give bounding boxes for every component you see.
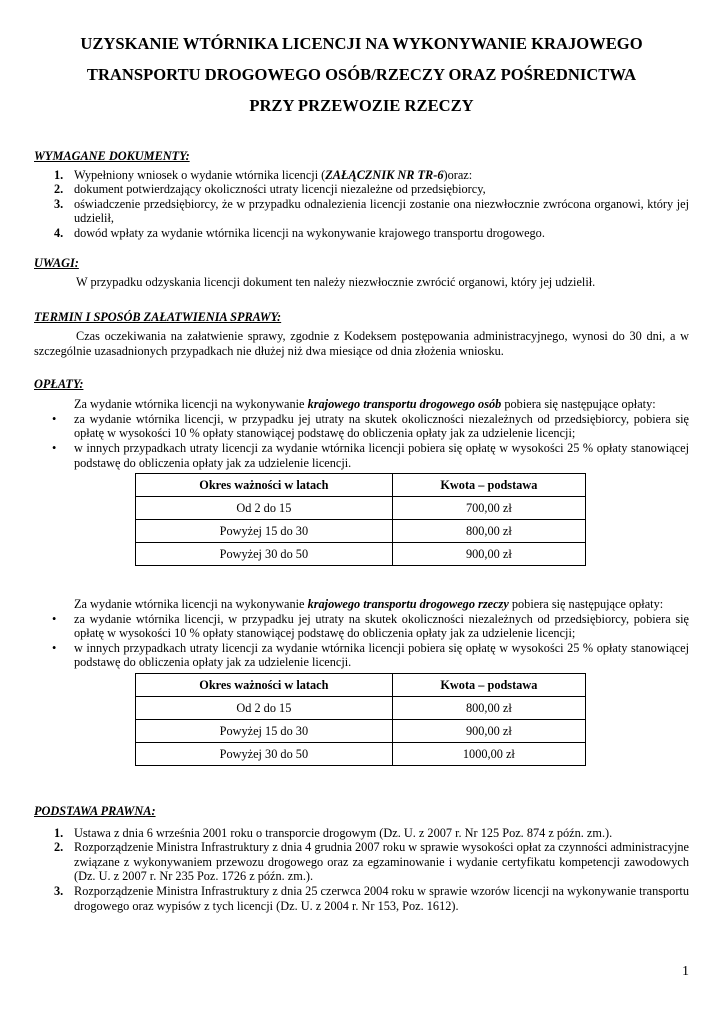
- list-number: 1.: [54, 167, 64, 182]
- list-number: 2.: [54, 840, 64, 855]
- amount-cell: 800,00 zł: [392, 520, 585, 543]
- fee-table-persons: [135, 473, 586, 566]
- period-cell: Od 2 do 15: [136, 697, 393, 720]
- table-header-row: [136, 674, 586, 697]
- notes-text: W przypadku odzyskania licencji dokument ten należy niezwłocznie zwrócić organowi, który jej udzielił.: [76, 275, 596, 290]
- fees-section: [34, 377, 689, 767]
- amount-cell: 900,00 zł: [392, 543, 585, 566]
- legal-basis-heading: PODSTAWA PRAWNA:: [34, 804, 156, 819]
- table-row: [136, 743, 586, 766]
- fees-persons-block: [34, 397, 689, 566]
- period-cell: Powyżej 30 do 50: [136, 743, 393, 766]
- list-item: [34, 884, 689, 913]
- column-header-period: Okres ważności w latach: [136, 674, 393, 697]
- deadline-text: Czas oczekiwania na załatwienie sprawy, zgodnie z Kodeksem postępowania administracyjnego, wynosi do 30 dni, a w szczególnie uzasadnionych przypadkach nie dłużej niż dwa miesiące od dnia złożenia wniosku.: [34, 329, 689, 358]
- list-text: Ustawa z dnia 6 września 2001 roku o transporcie drogowym (Dz. U. z 2007 r. Nr 125 Poz. 874 z późn. zm.).: [74, 825, 613, 840]
- list-text: w innych przypadkach utraty licencji za wydanie wtórnika licencji pobiera się opłatę w wysokości 25 % opłaty stanowiącej podstawę do obliczenia opłaty jak za udzielenie licencji.: [74, 640, 689, 670]
- column-header-period: Okres ważności w latach: [136, 474, 393, 497]
- period-cell: Powyżej 30 do 50: [136, 543, 393, 566]
- fees-bullets: [34, 412, 689, 470]
- amount-cell: 1000,00 zł: [392, 743, 585, 766]
- list-number: 4.: [54, 225, 64, 240]
- amount-cell: 700,00 zł: [392, 497, 585, 520]
- list-number: 1.: [54, 825, 64, 840]
- list-text: oświadczenie przedsiębiorcy, że w przypadku odnalezienia licencji zostanie ona niezwłocznie zwrócona organowi, który jej udzielił,: [74, 196, 689, 226]
- transport-type: krajowego transportu drogowego rzeczy: [307, 597, 509, 612]
- fees-intro: [34, 397, 689, 412]
- required-documents-section: [34, 149, 689, 241]
- title-line-2: TRANSPORTU DROGOWEGO OSÓB/RZECZY ORAZ POŚREDNICTWA: [86, 65, 637, 84]
- legal-basis-section: [34, 804, 689, 913]
- amount-cell: 900,00 zł: [392, 720, 585, 743]
- deadline-section: [34, 310, 689, 359]
- fees-bullets: [34, 612, 689, 670]
- fee-table-goods: [135, 673, 586, 766]
- bullet-icon: •: [52, 640, 57, 655]
- table-row: [136, 720, 586, 743]
- list-number: 2.: [54, 182, 64, 197]
- list-text: dowód wpłaty za wydanie wtórnika licencji na wykonywanie krajowego transportu drogowego.: [74, 225, 545, 240]
- list-item: [34, 441, 689, 470]
- list-item: [34, 641, 689, 670]
- list-text: Wypełniony wniosek o wydanie wtórnika licencji (: [74, 167, 326, 182]
- table-header-row: [136, 474, 586, 497]
- page-number: 1: [682, 964, 689, 979]
- bullet-icon: •: [52, 611, 57, 626]
- fees-intro-text: Za wydanie wtórnika licencji na wykonywanie: [74, 397, 308, 412]
- notes-section: [34, 256, 689, 290]
- fees-intro-text: pobiera się następujące opłaty:: [508, 597, 664, 612]
- legal-basis-list: [34, 826, 689, 914]
- list-text: dokument potwierdzający okoliczności utraty licencji niezależne od przedsiębiorcy,: [74, 182, 486, 197]
- list-item: [34, 168, 689, 183]
- title-line-3: PRZY PRZEWOZIE RZECZY: [249, 96, 474, 115]
- transport-type: krajowego transportu drogowego osób: [307, 397, 502, 412]
- list-item: [34, 226, 689, 241]
- document-title: [34, 28, 689, 121]
- table-row: [136, 543, 586, 566]
- table-row: [136, 497, 586, 520]
- list-text: za wydanie wtórnika licencji, w przypadku jej utraty na skutek okoliczności niezależnych od przedsiębiorcy, pobiera się opłatę w wysokości 10 % opłaty stanowiącej podstawę do obliczenia opłaty jak za udzielenie licencji;: [74, 411, 689, 441]
- required-documents-heading: WYMAGANE DOKUMENTY:: [34, 149, 190, 163]
- list-text: w innych przypadkach utraty licencji za wydanie wtórnika licencji pobiera się opłatę w wysokości 25 % opłaty stanowiącej podstawę do obliczenia opłaty jak za udzielenie licencji.: [74, 440, 689, 470]
- attachment-reference: ZAŁĄCZNIK NR TR-6: [325, 167, 444, 182]
- list-item: [34, 197, 689, 226]
- column-header-amount: Kwota – podstawa: [392, 674, 585, 697]
- period-cell: Powyżej 15 do 30: [136, 720, 393, 743]
- table-row: [136, 697, 586, 720]
- list-text: Rozporządzenie Ministra Infrastruktury z dnia 25 czerwca 2004 roku w sprawie wzorów licencji na wykonywanie transportu drogowego oraz wypisów z tych licencji (Dz. U. z 2004 r. Nr 153, Poz. 1612).: [74, 884, 689, 913]
- amount-cell: 800,00 zł: [392, 697, 585, 720]
- column-header-amount: Kwota – podstawa: [392, 474, 585, 497]
- period-cell: Powyżej 15 do 30: [136, 520, 393, 543]
- list-text: Rozporządzenie Ministra Infrastruktury z dnia 4 grudnia 2007 roku w sprawie wysokości opłat za czynności administracyjne związane z wykonywaniem przewozu drogowego oraz za egzaminowanie i wydanie certyfikatu kompetencji zawodowych (Dz. U. z 2007 r. Nr 235 Poz. 1726 z późn. zm.).: [74, 840, 690, 884]
- fees-goods-block: [34, 597, 689, 766]
- list-item: [34, 826, 689, 841]
- title-line-1: UZYSKANIE WTÓRNIKA LICENCJI NA WYKONYWANIE KRAJOWEGO: [80, 34, 643, 53]
- deadline-heading: TERMIN I SPOSÓB ZAŁATWIENIA SPRAWY:: [34, 309, 282, 324]
- fees-intro-text: pobiera się następujące opłaty:: [501, 397, 656, 412]
- list-item: [34, 182, 689, 197]
- list-text: )oraz:: [443, 167, 473, 182]
- list-item: [34, 840, 689, 884]
- list-text: za wydanie wtórnika licencji, w przypadku jej utraty na skutek okoliczności niezależnych od przedsiębiorcy, pobiera się opłatę w wysokości 10 % opłaty stanowiącej podstawę do obliczenia opłaty jak za udzielenie licencji;: [74, 611, 689, 641]
- bullet-icon: •: [52, 411, 57, 426]
- bullet-icon: •: [52, 440, 57, 455]
- list-item: [34, 412, 689, 441]
- fees-intro: [34, 597, 689, 612]
- period-cell: Od 2 do 15: [136, 497, 393, 520]
- notes-heading: UWAGI:: [34, 255, 79, 270]
- list-number: 3.: [54, 884, 64, 899]
- required-documents-list: [34, 168, 689, 241]
- list-item: [34, 612, 689, 641]
- fees-heading: OPŁATY:: [34, 376, 84, 391]
- fees-intro-text: Za wydanie wtórnika licencji na wykonywanie: [74, 597, 308, 612]
- table-row: [136, 520, 586, 543]
- list-number: 3.: [54, 196, 64, 211]
